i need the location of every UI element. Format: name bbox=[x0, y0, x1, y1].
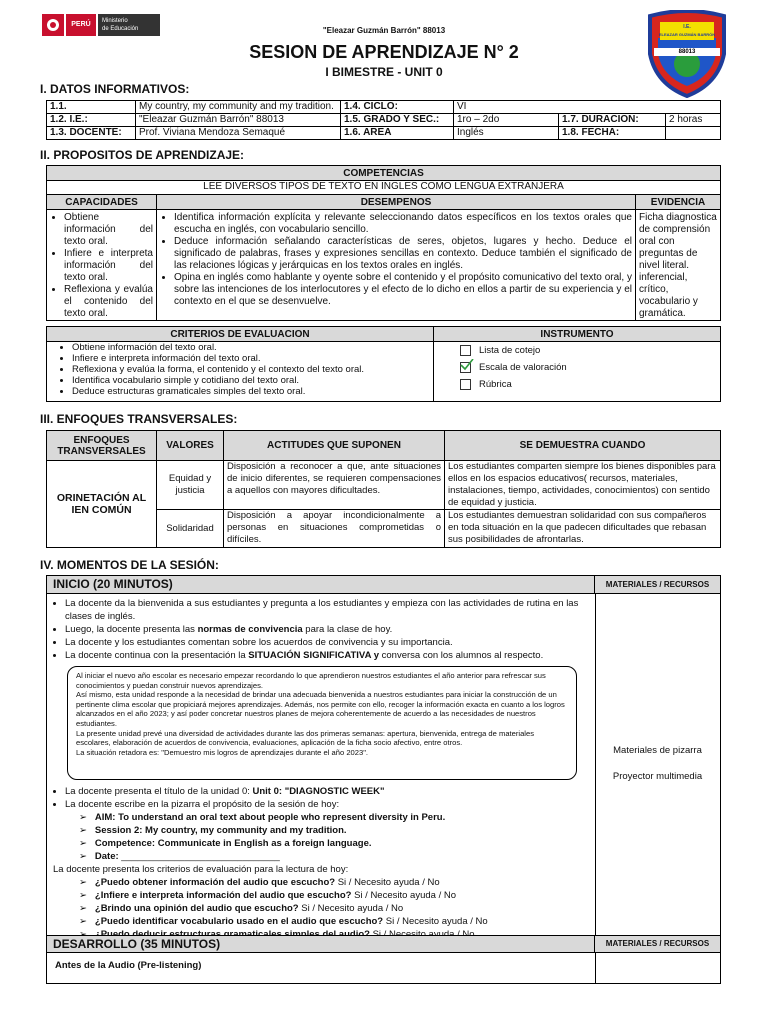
actitudes-header: ACTITUDES QUE SUPONEN bbox=[224, 431, 445, 461]
cell-grado-label: 1.5. GRADO Y SEC.: bbox=[341, 114, 454, 127]
capacidad-item: • Reflexiona y evalúa el contenido del texto oral. bbox=[64, 284, 153, 320]
materiales-header: MATERIALES / RECURSOS bbox=[595, 576, 720, 594]
capacidad-item: • Obtiene información del texto oral. bbox=[64, 212, 153, 248]
page-title: SESION DE APRENDIZAJE N° 2 bbox=[249, 42, 519, 62]
criterio-item: • Obtiene información del texto oral. bbox=[72, 342, 430, 353]
instrumento-label: Escala de valoración bbox=[479, 362, 567, 373]
criterio-item: • Identifica vocabulario simple y cotidiano del texto oral. bbox=[72, 375, 430, 386]
desempeno-item: • Identifica información explícita y relevante seleccionando datos específicos en los textos orales que escucha en inglés, con vocabulario sencillo. bbox=[174, 212, 632, 236]
situacion-paragraph: La presente unidad prevé una diversidad de actividades durante las dos primeras semanas: apertura, bienvenida, entrega de materiales escolares, elaboración de acuerdos de convivencia, evaluaciones, aplicación de la ficha socio afectivo, entre otros. bbox=[76, 728, 535, 748]
cell-docente-label: 1.3. DOCENTE: bbox=[47, 127, 136, 140]
enfoques-header: ENFOQUES TRANSVERSALES bbox=[47, 431, 157, 461]
criterios-list bbox=[50, 342, 430, 397]
instrumento-label: Lista de cotejo bbox=[479, 345, 541, 356]
instrumento-option[interactable] bbox=[460, 376, 717, 393]
section1-heading: I. DATOS INFORMATIVOS: bbox=[40, 82, 190, 96]
desempenos-header: DESEMPENOS bbox=[157, 195, 636, 210]
page-subtitle: I BIMESTRE - UNIT 0 bbox=[325, 65, 443, 79]
cuando-cell: Los estudiantes demuestran solidaridad con sus compañeros en toda situación en la que padecen dificultades que rebasan sus posibilidades de afrontarlas. bbox=[445, 510, 721, 548]
pregunta-item: ➢ ¿Brindo una opinión del audio que escucho? Si / Necesito ayuda / No bbox=[79, 903, 404, 914]
cell-area-label: 1.6. AREA bbox=[341, 127, 454, 140]
preguntas-list bbox=[51, 876, 589, 941]
checkbox-icon[interactable] bbox=[460, 379, 471, 390]
aim-item: ➢ Session 2: My country, my community and my tradition. bbox=[79, 825, 347, 836]
aim-item: ➢ Date: ______________________________ bbox=[79, 851, 280, 862]
desempeno-item: • Deduce información señalando características de seres, objetos, lugares y hecho. Deduce el significado de palabras, frases y expresiones sencillas en contexto. Deduce también el significado de las relaciones lógicas y jerárquicas en los textos orales en inglés. bbox=[174, 236, 632, 272]
situacion-paragraph: Así mismo, esta unidad responde a la necesidad de brindar una adecuada bienvenida a nuestros estudiantes para iniciar la construcción de un pertinente clima escolar que propiciará mejores aprendizajes. Además, nos permite con ello, recoger la información exacta en cuanto a los logros alcanzados en el año 2023; y así poder concretar nuestros planes de mejora coherentemente de acuerdo a las necesidades de nuestros estudiantes. bbox=[76, 690, 565, 728]
cell-fecha bbox=[666, 127, 721, 140]
crest-name-text: ELEAZAR GUZMÁN BARRÓN bbox=[658, 32, 716, 37]
evidencia-header: EVIDENCIA bbox=[636, 195, 721, 210]
evidencia-text: Ficha diagnostica de comprensión oral con preguntas de nivel literal. inferencial, crítico, vocabulario y gramática. bbox=[636, 210, 721, 321]
criterios-table bbox=[46, 326, 721, 402]
valor-cell: Equidad y justicia bbox=[157, 461, 224, 510]
instrumento-label: Rúbrica bbox=[479, 379, 512, 390]
desempenos-list bbox=[160, 212, 632, 308]
cell-ciclo-label: 1.4. CICLO: bbox=[341, 101, 454, 114]
checkbox-checked-icon[interactable] bbox=[460, 362, 471, 373]
inicio-item: • La docente da la bienvenida a sus estudiantes y pregunta a los estudiantes y empieza con las actividades de rutina en las clases de inglés. bbox=[65, 597, 589, 623]
peru-flag-label: PERÚ bbox=[66, 14, 96, 36]
checkbox-icon[interactable] bbox=[460, 345, 471, 356]
criterio-item: • Infiere e interpreta información del texto oral. bbox=[72, 353, 430, 364]
aims-list bbox=[51, 811, 589, 863]
enfoque-name: ORINETACIÓN AL IEN COMÚN bbox=[47, 461, 157, 548]
actitud-cell: Disposición a apoyar incondicionalmente a personas en situaciones comprometidas o difíciles. bbox=[224, 510, 445, 548]
cell-area: Inglés bbox=[454, 127, 559, 140]
competencia-text: LEE DIVERSOS TIPOS DE TEXTO EN INGLES COMO LENGUA EXTRANJERA bbox=[47, 181, 721, 195]
section2-heading: II. PROPOSITOS DE APRENDIZAJE: bbox=[40, 148, 245, 162]
valor-cell: Solidaridad bbox=[157, 510, 224, 548]
material-item: Proyector multimedia bbox=[612, 771, 703, 782]
criterio-item: • Deduce estructuras gramaticales simples del texto oral. bbox=[72, 386, 430, 397]
section3-heading: III. ENFOQUES TRANSVERSALES: bbox=[40, 412, 238, 426]
cell-fecha-label: 1.8. FECHA: bbox=[559, 127, 666, 140]
inicio-header: INICIO (20 MINUTOS) bbox=[47, 576, 595, 594]
materiales-list bbox=[595, 738, 720, 790]
criterio-item: • Reflexiona y evalúa la forma, el contenido y el contexto del texto oral. bbox=[72, 364, 430, 375]
valores-header: VALORES bbox=[157, 431, 224, 461]
cell-duracion-label: 1.7. DURACION: bbox=[559, 114, 666, 127]
unit-item: • La docente presenta el título de la unidad 0: Unit 0: "DIAGNOSTIC WEEK" bbox=[65, 785, 589, 798]
cell-ie: "Eleazar Guzmán Barrón" 88013 bbox=[136, 114, 341, 127]
cell-duracion: 2 horas bbox=[666, 114, 721, 127]
proposito-item: • La docente escribe en la pizarra el propósito de la sesión de hoy: bbox=[65, 798, 589, 811]
datos-table bbox=[46, 100, 721, 140]
cell-grado: 1ro – 2do bbox=[454, 114, 559, 127]
actitud-cell: Disposición a reconocer a que, ante situaciones de inicio diferentes, se requieren compensaciones a aquellos con mayores dificultades. bbox=[224, 461, 445, 510]
section4-heading: IV. MOMENTOS DE LA SESIÓN: bbox=[40, 558, 219, 572]
criterios-intro: La docente presenta los criterios de evaluación para la lectura de hoy: bbox=[53, 864, 349, 875]
instrumento-option[interactable] bbox=[460, 359, 717, 376]
pregunta-item: ➢ ¿Infiere e interpreta información del audio que escucho? Si / Necesito ayuda / No bbox=[79, 890, 456, 901]
cell-tema: My country, my community and my tradition. bbox=[136, 101, 341, 114]
pregunta-item: ➢ ¿Puedo obtener información del audio que escucho? Si / Necesito ayuda / No bbox=[79, 877, 440, 888]
cell-ie-label: 1.2. I.E.: bbox=[47, 114, 136, 127]
ministry-line1: Ministerio bbox=[102, 18, 128, 24]
situacion-paragraph: La situación retadora es: "Demuestro mis logros de aprendizajes durante el año 2023". bbox=[76, 747, 369, 757]
antes-label: Antes de la Audio (Pre-listening) bbox=[55, 960, 202, 971]
situacion-paragraph: Al iniciar el nuevo año escolar es necesario empezar recordando lo que aprendieron nuestros estudiantes el año anterior para refrescar sus conocimientos y puedan construir nuevos aprendizajes. bbox=[76, 671, 546, 690]
ministry-line2: de Educación bbox=[102, 26, 139, 32]
material-item: Materiales de pizarra bbox=[613, 745, 702, 756]
desempeno-item: • Opina en inglés como hablante y oyente sobre el contenido y el propósito comunicativo del texto oral, y sobre las intenciones de los interlocutores y el efecto de lo dicho en ellos a partir de su experiencia y el contexto en el que se desenvuelve. bbox=[174, 272, 632, 308]
crest-number-text: 88013 bbox=[678, 49, 696, 55]
criterios-header: CRITERIOS DE EVALUACION bbox=[47, 327, 434, 342]
enfoques-table bbox=[46, 430, 721, 548]
materiales-header-2: MATERIALES / RECURSOS bbox=[595, 935, 720, 953]
situacion-box bbox=[67, 666, 577, 780]
inicio-item: • Luego, la docente presenta las normas de convivencia para la clase de hoy. bbox=[65, 623, 589, 636]
capacidades-header: CAPACIDADES bbox=[47, 195, 157, 210]
cell-ciclo: VI bbox=[454, 101, 721, 114]
instrumento-option[interactable] bbox=[460, 342, 717, 359]
competencias-header: COMPETENCIAS bbox=[47, 166, 721, 181]
capacidades-list bbox=[50, 212, 153, 320]
school-crest bbox=[646, 10, 728, 98]
propositos-table bbox=[46, 165, 721, 321]
aim-item: ➢ AIM: To understand an oral text about people who represent diversity in Peru. bbox=[79, 812, 446, 823]
crest-top-text: I.E. bbox=[683, 24, 691, 30]
cuando-cell: Los estudiantes comparten siempre los bienes disponibles para ellos en los espacios educativos( recursos, materiales, instalaciones, tiempo, actividades, conocimientos) con sentido de equidad y justicia. bbox=[445, 461, 721, 510]
school-top-label: "Eleazar Guzmán Barrón" 88013 bbox=[322, 26, 446, 35]
inicio-item: • La docente continua con la presentación la SITUACIÓN SIGNIFICATIVA y conversa con los alumnos al respecto. bbox=[65, 649, 589, 662]
aim-item: ➢ Competence: Communicate in English as a foreign language. bbox=[79, 838, 372, 849]
momentos-table bbox=[46, 575, 721, 984]
demuestra-header: SE DEMUESTRA CUANDO bbox=[445, 431, 721, 461]
inicio-list bbox=[51, 597, 589, 662]
cell-1-1: 1.1. bbox=[47, 101, 136, 114]
inicio-item: • La docente y los estudiantes comentan sobre los acuerdos de convivencia y su importancia. bbox=[65, 636, 589, 649]
unit-list bbox=[51, 785, 589, 811]
cell-docente: Prof. Viviana Mendoza Semaqué bbox=[136, 127, 341, 140]
desarrollo-header: DESARROLLO (35 MINUTOS) bbox=[47, 935, 595, 953]
instrumento-header: INSTRUMENTO bbox=[434, 327, 721, 342]
pregunta-item: ➢ ¿Puedo identificar vocabulario usado en el audio que escucho? Si / Necesito ayuda / No bbox=[79, 916, 488, 927]
capacidad-item: • Infiere e interpreta información del texto oral. bbox=[64, 248, 153, 284]
